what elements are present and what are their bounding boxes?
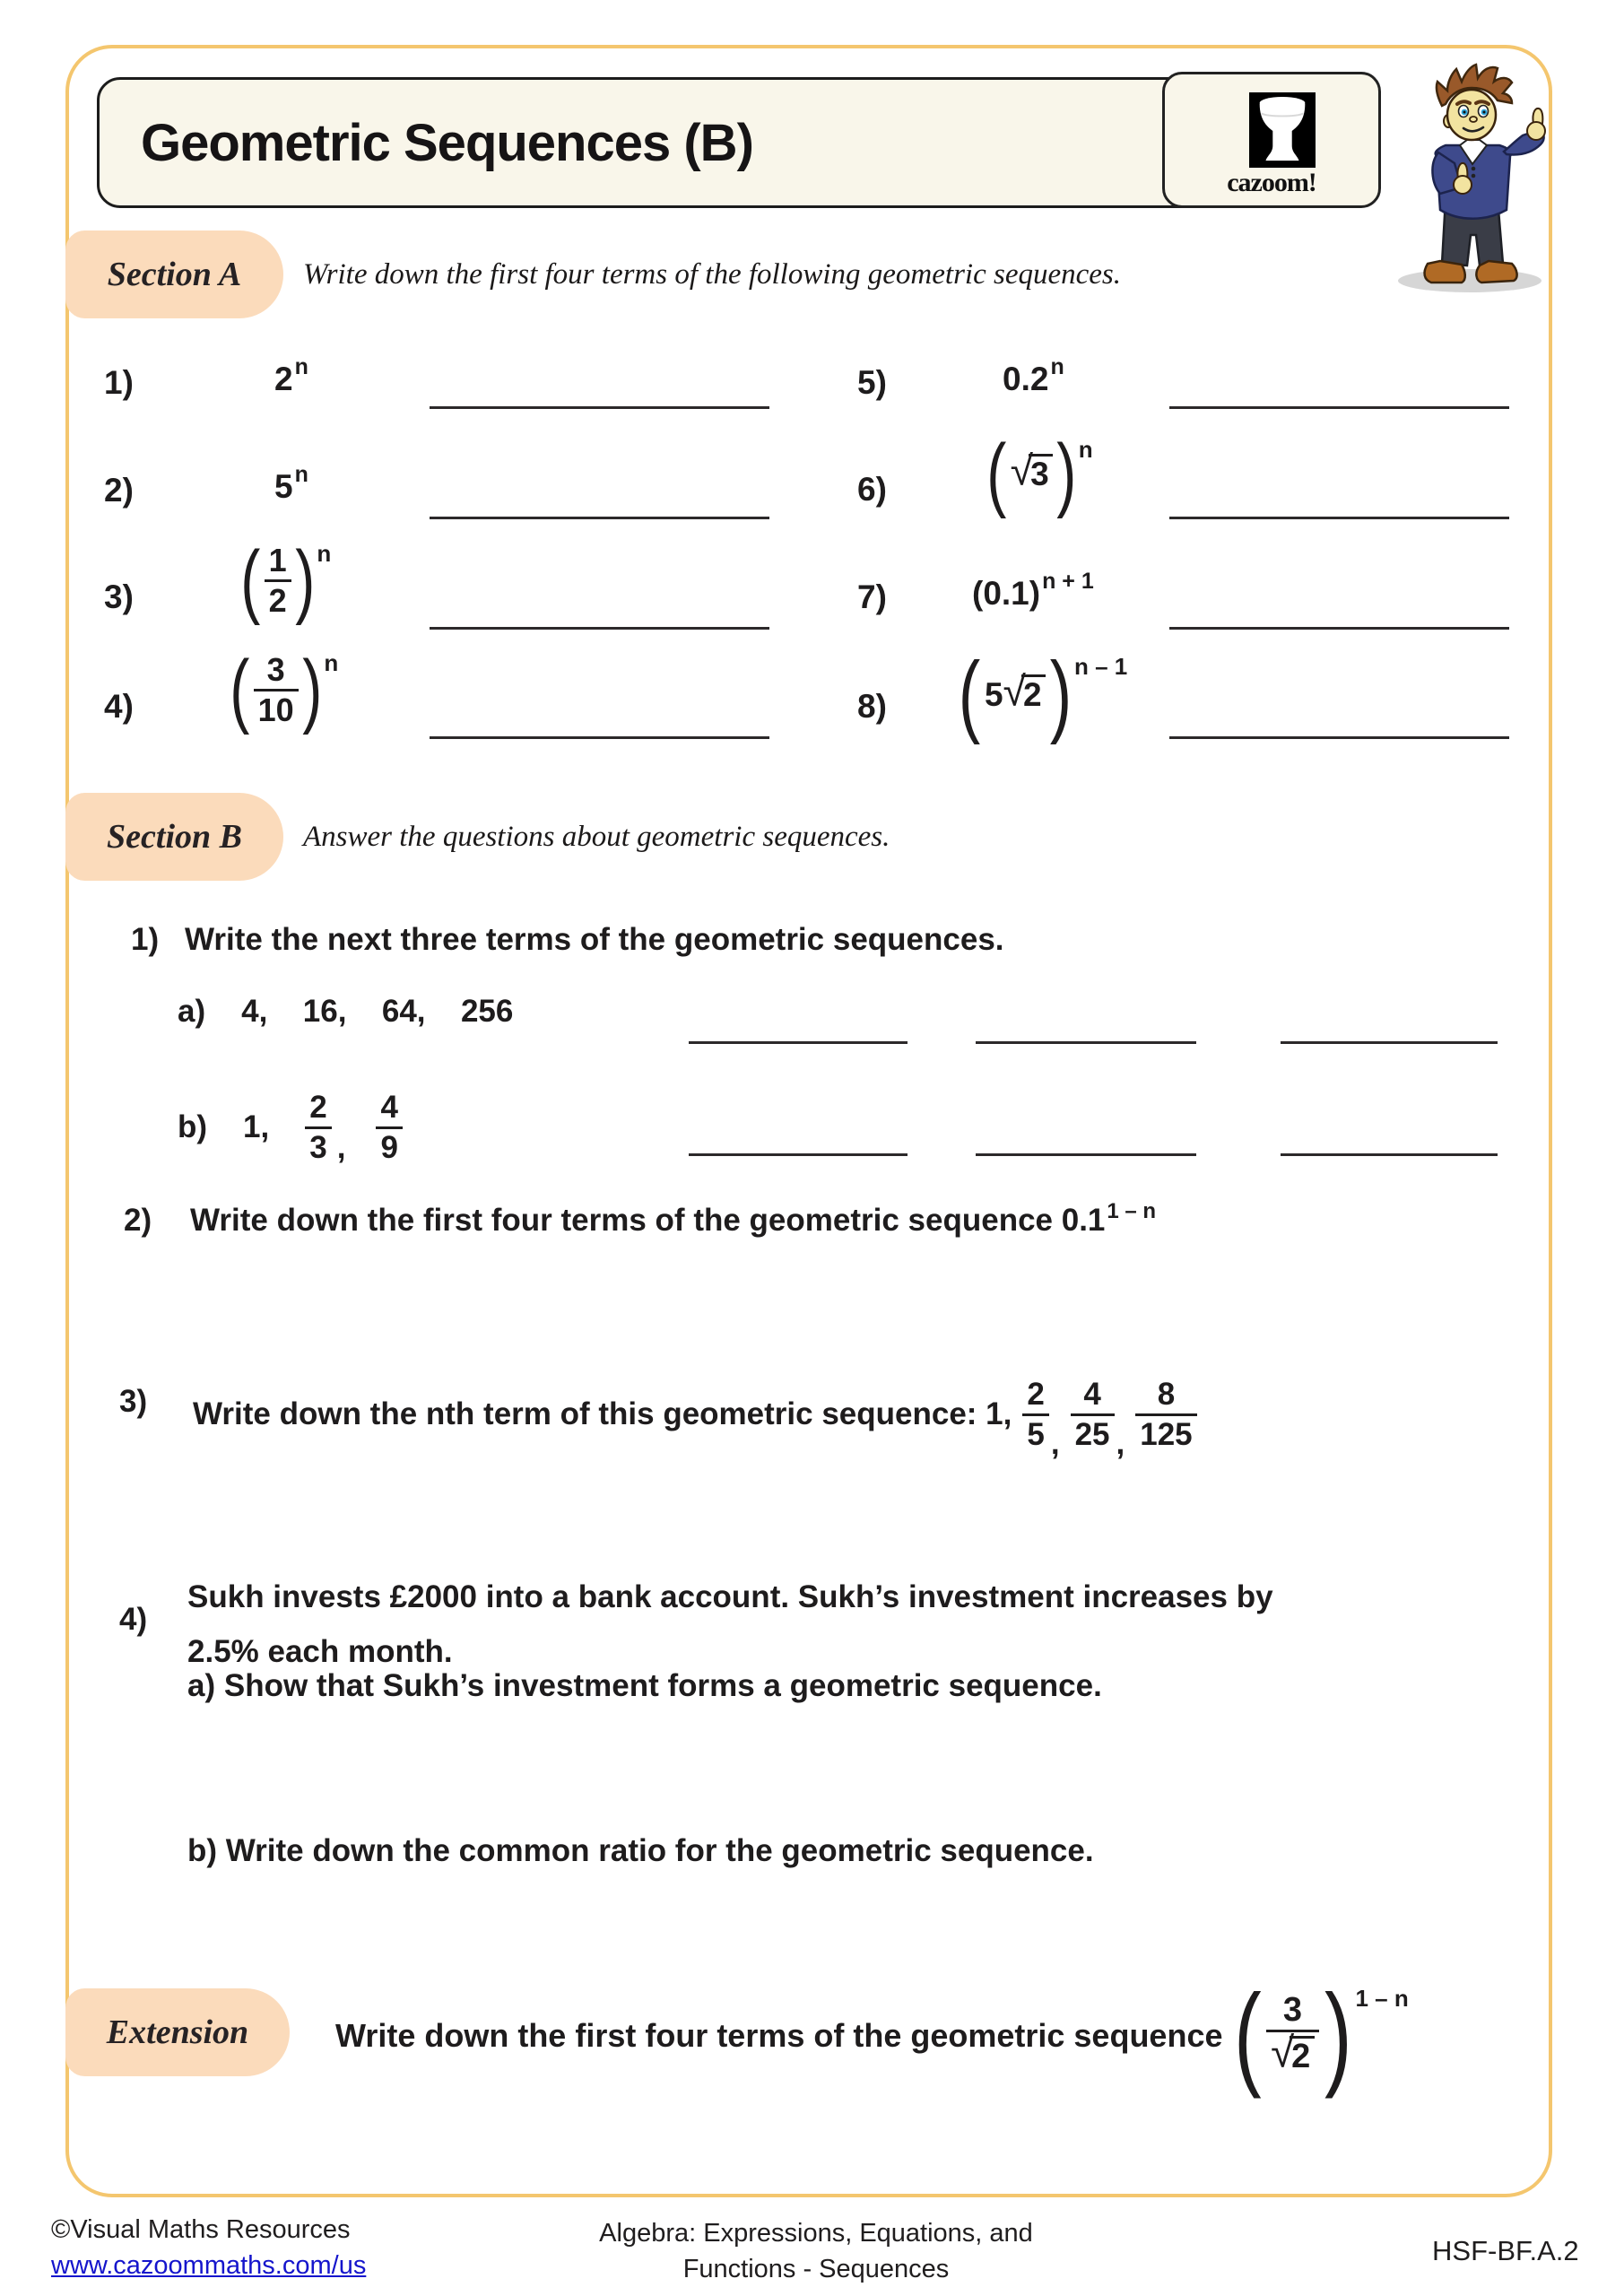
problem-number: 2) [104,472,134,509]
answer-line [1281,1041,1498,1044]
right-paren: ) [1049,643,1073,745]
problem-expression: ( 3 √ 2 ) 1 – n [1233,1970,1409,2100]
extension-label: Extension [65,1988,290,2076]
website-link[interactable]: www.cazoommaths.com/us [51,2251,367,2280]
comma: , [1116,1426,1125,1461]
left-paren: ( [230,643,250,735]
fraction: 4 9 [376,1092,402,1162]
question-line: Sukh invests £2000 into a bank account. Sukh’s investment increases by [187,1579,1273,1614]
problem-number: 3) [104,578,134,615]
sequence-row-a [178,994,513,1030]
category-line: Algebra: Expressions, Equations, and [599,2219,1033,2248]
comma: , [336,1130,346,1165]
exponent: 1 – n [1107,1199,1157,1223]
answer-line [689,1153,908,1156]
fraction: 3 10 [254,655,299,726]
question-number: 2) [124,1203,152,1238]
radical-sign: √ [1010,447,1034,494]
problem-expression: 0.2 n [1003,353,1064,397]
answer-line [1281,1153,1498,1156]
right-paren: ) [1056,428,1077,519]
logo-drum-icon [1249,92,1316,168]
answer-line [430,517,769,519]
part-label: b) [178,1109,208,1144]
problem-number: 7) [857,578,887,615]
problem-number: 5) [857,364,887,401]
problem-expression: ( 5 √ 2 ) n – 1 [958,643,1128,745]
question-number: 4) [119,1602,148,1637]
problem-expression: 5 n [274,461,308,505]
extension-question: Write down the first four terms of the geometric sequence ( 3 √ 2 ) 1 – n [335,1970,1409,2100]
problem-number: 6) [857,471,887,508]
question-text: Write down the first four terms of the geometric sequence 0.1$^{1 - n}$ [190,1199,1157,1238]
problem-expression: (0.1) n + 1 [972,568,1094,612]
question-line: 2.5% each month. [187,1634,453,1669]
part-label: a) [178,994,206,1029]
answer-line [430,736,769,739]
question-text [187,1570,1273,1679]
left-paren: ( [240,534,261,626]
left-paren: ( [1233,1970,1262,2100]
problem-expression: ( 1 2 ) n [240,534,332,626]
answer-line [430,627,769,630]
answer-line [1169,627,1509,630]
fraction: 3 √ 2 [1266,1994,1319,2079]
question-text: Write the next three terms of the geometric sequences. [185,922,1004,957]
problem-expression: ( 3 10 ) n [230,643,339,735]
section-b-instruction: Answer the questions about geometric sequences. [303,820,890,853]
question-part-a: a) Show that Sukh’s investment forms a geometric sequence. [187,1668,1102,1703]
answer-line [1169,736,1509,739]
left-paren: ( [986,428,1007,519]
problem-number: 4) [104,688,134,725]
radical-sign: √ [1271,2029,1295,2077]
page-title: Geometric Sequences (B) [141,113,753,172]
radical: √ 2 [1271,2036,1315,2079]
copyright-text: ©Visual Maths Resources [51,2215,351,2244]
footer-category-block [502,2215,1130,2287]
section-a-label: Section A [65,230,283,318]
section-b-label: Section B [65,793,283,881]
right-paren: ) [1324,1970,1352,2100]
problem-expression: 2 n [274,353,308,397]
right-paren: ) [301,643,323,735]
category-line: Functions - Sequences [682,2255,950,2283]
problem-number: 8) [857,688,887,725]
problem-expression: ( √ 3 ) n [986,428,1093,519]
logo-wordmark: cazoom! [1227,168,1316,197]
answer-line [430,406,769,409]
radical: √ 2 [1003,674,1046,716]
right-paren: ) [294,534,316,626]
standard-code: HSF-BF.A.2 [1432,2235,1579,2266]
mascot-illustration [1383,59,1562,298]
section-a-instruction: Write down the first four terms of the following geometric sequences. [303,257,1121,291]
comma: , [1050,1426,1060,1461]
question-number: 3) [119,1384,148,1419]
sequence-first-term: 1, [243,1109,270,1144]
answer-line [1169,517,1509,519]
radical: √ 3 [1011,454,1053,495]
fraction: 8 125 [1135,1379,1196,1449]
left-paren: ( [958,643,981,745]
fraction: 4 25 [1071,1379,1115,1449]
question-part-b: b) Write down the common ratio for the geometric sequence. [187,1833,1094,1868]
answer-line [976,1153,1196,1156]
sequence-terms: 4, 16, 64, 256 [241,994,514,1029]
fraction: 1 2 [265,545,291,616]
question-number: 1) [131,922,160,957]
problem-number: 1) [104,364,134,401]
sequence-row-b [178,1087,403,1168]
radical-sign: √ [1003,667,1026,715]
answer-line [976,1041,1196,1044]
footer-copyright-block [51,2215,366,2281]
question-text: Write down the nth term of this geometric sequence: 1, 2 5 , 4 25 , 8 125 [193,1365,1197,1464]
fraction: 2 5 [1022,1379,1048,1449]
answer-line [1169,406,1509,409]
cazoom-logo [1162,72,1381,208]
fraction: 2 3 [305,1092,331,1162]
answer-line [689,1041,908,1044]
